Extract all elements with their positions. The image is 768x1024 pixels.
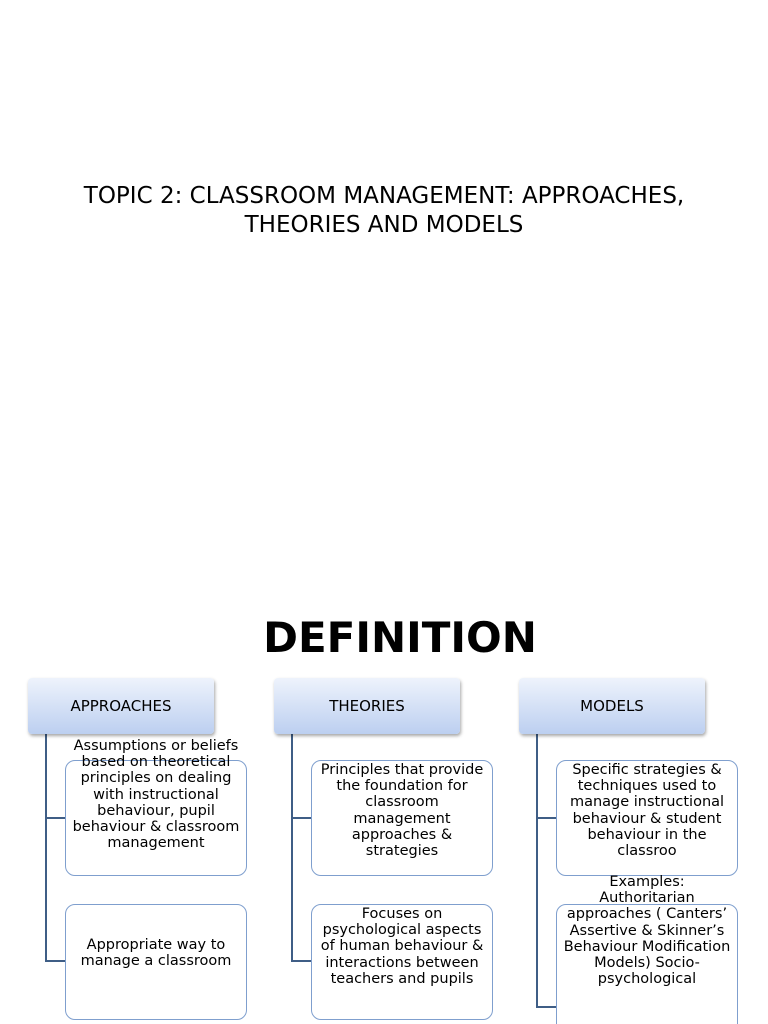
connector-approaches-1 bbox=[45, 817, 65, 819]
connector-models-2 bbox=[536, 1006, 556, 1008]
connector-approaches-vertical bbox=[45, 734, 47, 962]
child-text-models-1: Specific strategies & techniques used to manage instructional behaviour & student behaviour in the classroo bbox=[569, 762, 725, 860]
topic-title-line-2: THEORIES AND MODELS bbox=[244, 212, 524, 238]
child-text-approaches-2: Appropriate way to manage a classroom bbox=[80, 937, 232, 970]
topic-title-line-1: TOPIC 2: CLASSROOM MANAGEMENT: APPROACHES, bbox=[83, 183, 685, 209]
definition-title: DEFINITION bbox=[263, 613, 537, 662]
header-theories: THEORIES bbox=[274, 678, 460, 734]
topic-title bbox=[40, 182, 728, 240]
slide-definition bbox=[0, 576, 768, 1024]
connector-approaches-2 bbox=[45, 960, 65, 962]
connector-models-1 bbox=[536, 817, 556, 819]
child-text-theories-1: Principles that provide the foundation for classroom management approaches & strategies bbox=[320, 762, 484, 860]
connector-theories-1 bbox=[291, 817, 311, 819]
child-text-approaches-1: Assumptions or beliefs based on theoretical principles on dealing with instructional behaviour, pupil behaviour & classroom management bbox=[72, 738, 240, 852]
child-text-models-2: Examples: Authoritarian approaches ( Canters’ Assertive & Skinner’s Behaviour Modification Models) Socio-psychological bbox=[563, 874, 731, 988]
header-approaches: APPROACHES bbox=[28, 678, 214, 734]
connector-models-vertical bbox=[536, 734, 538, 1008]
connector-theories-2 bbox=[291, 960, 311, 962]
header-models: MODELS bbox=[519, 678, 705, 734]
connector-theories-vertical bbox=[291, 734, 293, 962]
child-text-theories-2: Focuses on psychological aspects of human behaviour & interactions between teachers and pupils bbox=[320, 906, 484, 987]
